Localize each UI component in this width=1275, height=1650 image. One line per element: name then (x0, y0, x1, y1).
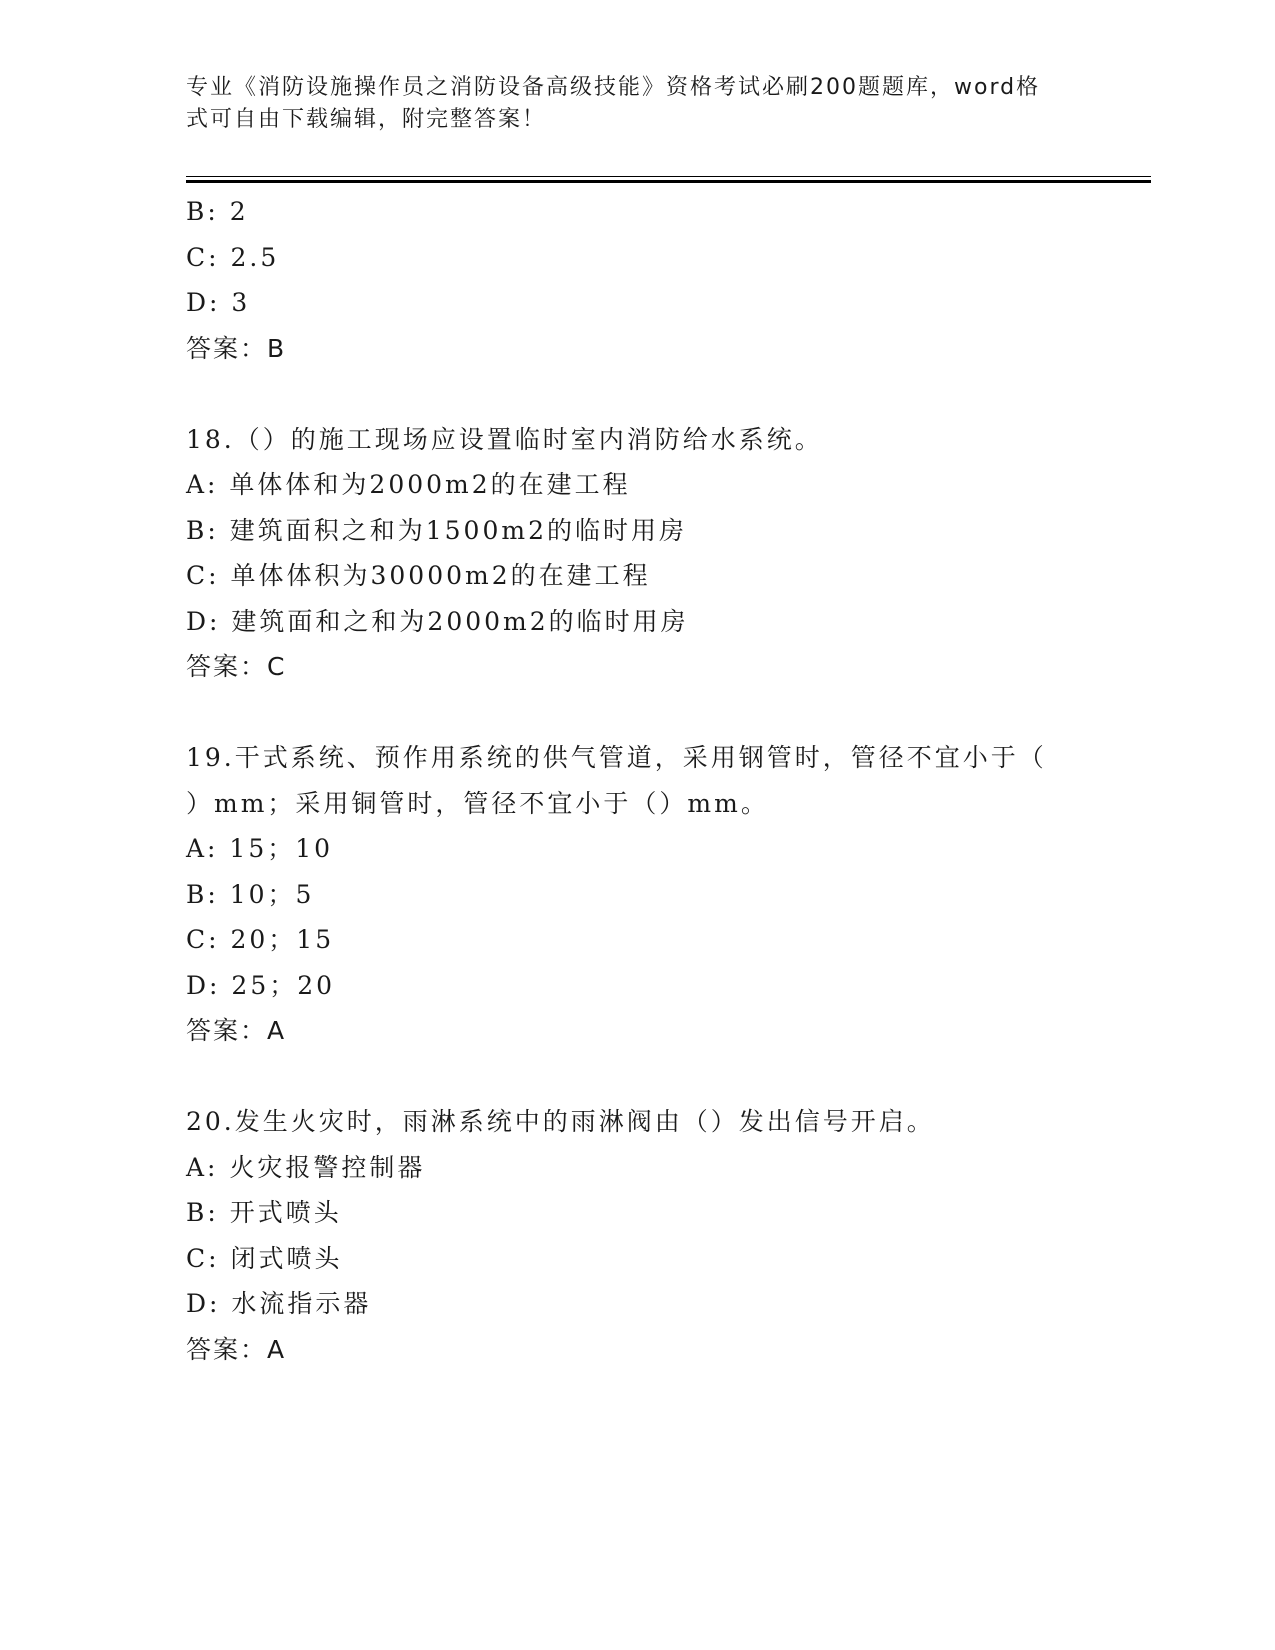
option-d: D: 25；20 (186, 970, 336, 1000)
option-b: B: 建筑面积之和为1500m2的临时用房 (186, 515, 687, 545)
option-c: C: 2.5 (186, 242, 280, 272)
option-a: A: 15；10 (186, 834, 334, 863)
answer-line: 答案：C (186, 652, 287, 681)
question-19 (186, 735, 1086, 1054)
option-d: D: 水流指示器 (186, 1289, 372, 1318)
option-d: D: 建筑面和之和为2000m2的临时用房 (186, 606, 689, 636)
option-a: A: 单体体和为2000m2的在建工程 (186, 470, 631, 499)
question-text: 20.发生火灾时，雨淋系统中的雨淋阀由（）发出信号开启。 (186, 1107, 935, 1136)
option-b: B: 10；5 (186, 879, 315, 909)
question-18 (186, 417, 1086, 691)
option-b: B: 开式喷头 (186, 1198, 342, 1227)
header-line-2: 式可自由下载编辑，附完整答案！ (186, 107, 547, 132)
option-d: D: 3 (186, 288, 251, 317)
answer-line: 答案：B (186, 333, 287, 363)
header-line-1: 专业《消防设施操作员之消防设备高级技能》资格考试必刷200题题库，word格 (186, 75, 1041, 100)
question-text: 18.（）的施工现场应设置临时室内消防给水系统。 (186, 424, 823, 454)
answer-line: 答案：A (186, 1334, 287, 1364)
header-divider-thin (186, 176, 1151, 177)
question-list (186, 189, 1086, 1373)
option-c: C: 闭式喷头 (186, 1243, 343, 1273)
document-header (186, 72, 1086, 136)
option-b: B: 2 (186, 197, 249, 226)
answer-line: 答案：A (186, 1016, 287, 1045)
header-divider-thick (186, 180, 1151, 183)
option-c: C: 单体体积为30000m2的在建工程 (186, 561, 651, 590)
question-20 (186, 1099, 1086, 1373)
option-a: A: 火灾报警控制器 (186, 1152, 426, 1182)
question-text: 19.干式系统、预作用系统的供气管道，采用钢管时，管径不宜小于（ ）mm；采用铜管时，管径不宜小于（）mm。 (186, 743, 1047, 818)
previous-question-tail (186, 189, 1086, 372)
option-c: C: 20；15 (186, 925, 335, 954)
